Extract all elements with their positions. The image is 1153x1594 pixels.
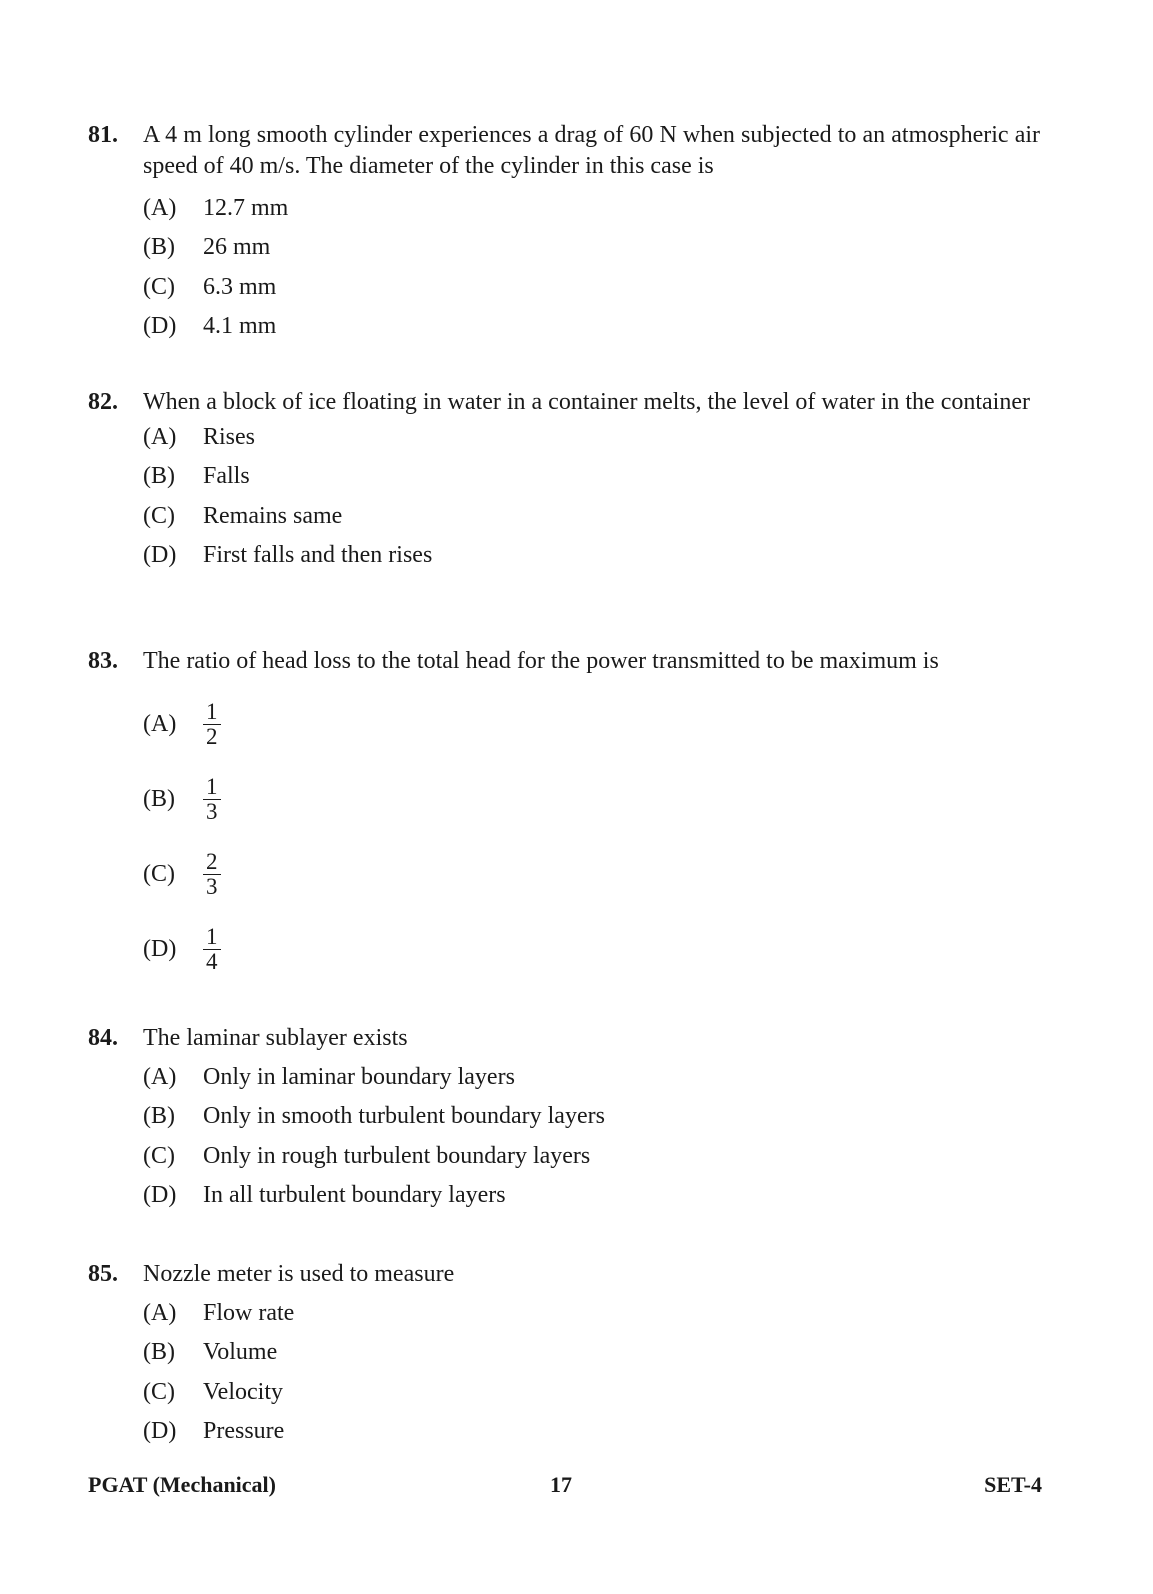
option-label: (C) <box>143 502 175 529</box>
option-text: Falls <box>203 463 250 490</box>
option-label: (C) <box>143 1142 175 1169</box>
option-a <box>143 1058 1040 1097</box>
option-label: (B) <box>143 234 175 261</box>
fraction <box>203 850 221 899</box>
fraction-numerator: 1 <box>203 925 221 950</box>
option-text: In all turbulent boundary layers <box>203 1182 506 1209</box>
footer-exam-name: PGAT (Mechanical) <box>88 1472 276 1497</box>
option-d <box>143 307 1040 346</box>
option-label: (A) <box>143 1064 177 1091</box>
question-81 <box>88 120 1040 346</box>
question-number: 81. <box>88 122 118 148</box>
question-84 <box>88 1023 1040 1215</box>
option-text: 12.7 mm <box>203 195 289 222</box>
option-text: Only in smooth turbulent boundary layers <box>203 1103 605 1130</box>
option-d <box>143 536 1040 575</box>
options-list <box>143 1294 1040 1451</box>
option-label: (D) <box>143 313 177 340</box>
options-list <box>143 418 1040 575</box>
option-b <box>143 1333 1040 1372</box>
fraction <box>203 700 221 749</box>
option-a <box>143 418 1040 457</box>
fraction-denominator: 3 <box>206 799 218 824</box>
question-82 <box>88 387 1040 575</box>
option-a <box>143 1294 1040 1333</box>
page-number: 17 <box>550 1472 572 1497</box>
option-label: (D) <box>143 936 177 962</box>
options-list <box>143 687 1040 987</box>
question-text: The laminar sublayer exists <box>143 1025 408 1051</box>
option-text: Velocity <box>203 1378 283 1405</box>
fraction-numerator: 2 <box>203 850 221 875</box>
option-b <box>143 1097 1040 1136</box>
option-b <box>143 762 1040 837</box>
option-text: 6.3 mm <box>203 273 277 300</box>
question-text: The ratio of head loss to the total head for the power transmitted to be maximum is <box>143 648 939 674</box>
question-number: 82. <box>88 389 118 415</box>
question-text: Nozzle meter is used to measure <box>143 1261 455 1287</box>
option-a <box>143 189 1040 228</box>
option-label: (A) <box>143 195 177 222</box>
option-d <box>143 1176 1040 1215</box>
option-text: 4.1 mm <box>203 313 277 340</box>
option-label: (A) <box>143 711 177 737</box>
option-label: (B) <box>143 786 175 812</box>
question-text: When a block of ice floating in water in a container melts, the level of water in the container <box>143 389 1030 415</box>
option-text: Pressure <box>203 1418 285 1445</box>
option-c <box>143 268 1040 307</box>
question-number: 83. <box>88 648 118 674</box>
option-d <box>143 912 1040 987</box>
fraction <box>203 925 221 974</box>
option-label: (D) <box>143 1182 177 1209</box>
option-c <box>143 837 1040 912</box>
option-text: Volume <box>203 1339 278 1366</box>
fraction <box>203 775 221 824</box>
question-83 <box>88 646 1040 987</box>
option-text: Flow rate <box>203 1300 295 1327</box>
question-text: A 4 m long smooth cylinder experiences a drag of 60 N when subjected to an atmospheric air speed of 40 m/s. The diameter of the cylinder in this case is <box>143 122 1040 179</box>
fraction-numerator: 1 <box>203 700 221 725</box>
option-d <box>143 1412 1040 1451</box>
option-label: (B) <box>143 1103 175 1130</box>
option-label: (B) <box>143 463 175 490</box>
question-85 <box>88 1259 1040 1451</box>
option-a <box>143 687 1040 762</box>
options-list <box>143 1058 1040 1215</box>
footer-set-code: SET-4 <box>984 1472 1042 1497</box>
option-c <box>143 1137 1040 1176</box>
option-label: (D) <box>143 1418 177 1445</box>
question-number: 84. <box>88 1025 118 1051</box>
option-b <box>143 457 1040 496</box>
option-label: (A) <box>143 424 177 451</box>
options-list <box>143 189 1040 346</box>
option-label: (C) <box>143 273 175 300</box>
fraction-denominator: 2 <box>206 724 218 749</box>
option-c <box>143 497 1040 536</box>
option-text: Only in laminar boundary layers <box>203 1064 515 1091</box>
question-number: 85. <box>88 1261 118 1287</box>
option-b <box>143 228 1040 267</box>
option-text: Only in rough turbulent boundary layers <box>203 1142 591 1169</box>
option-text: Remains same <box>203 502 343 529</box>
fraction-numerator: 1 <box>203 775 221 800</box>
option-label: (B) <box>143 1339 175 1366</box>
option-text: First falls and then rises <box>203 542 433 569</box>
option-c <box>143 1373 1040 1412</box>
option-label: (A) <box>143 1300 177 1327</box>
option-label: (C) <box>143 861 175 887</box>
option-text: Rises <box>203 424 256 451</box>
option-label: (C) <box>143 1378 175 1405</box>
fraction-denominator: 4 <box>206 949 218 974</box>
fraction-denominator: 3 <box>206 874 218 899</box>
option-text: 26 mm <box>203 234 271 261</box>
option-label: (D) <box>143 542 177 569</box>
